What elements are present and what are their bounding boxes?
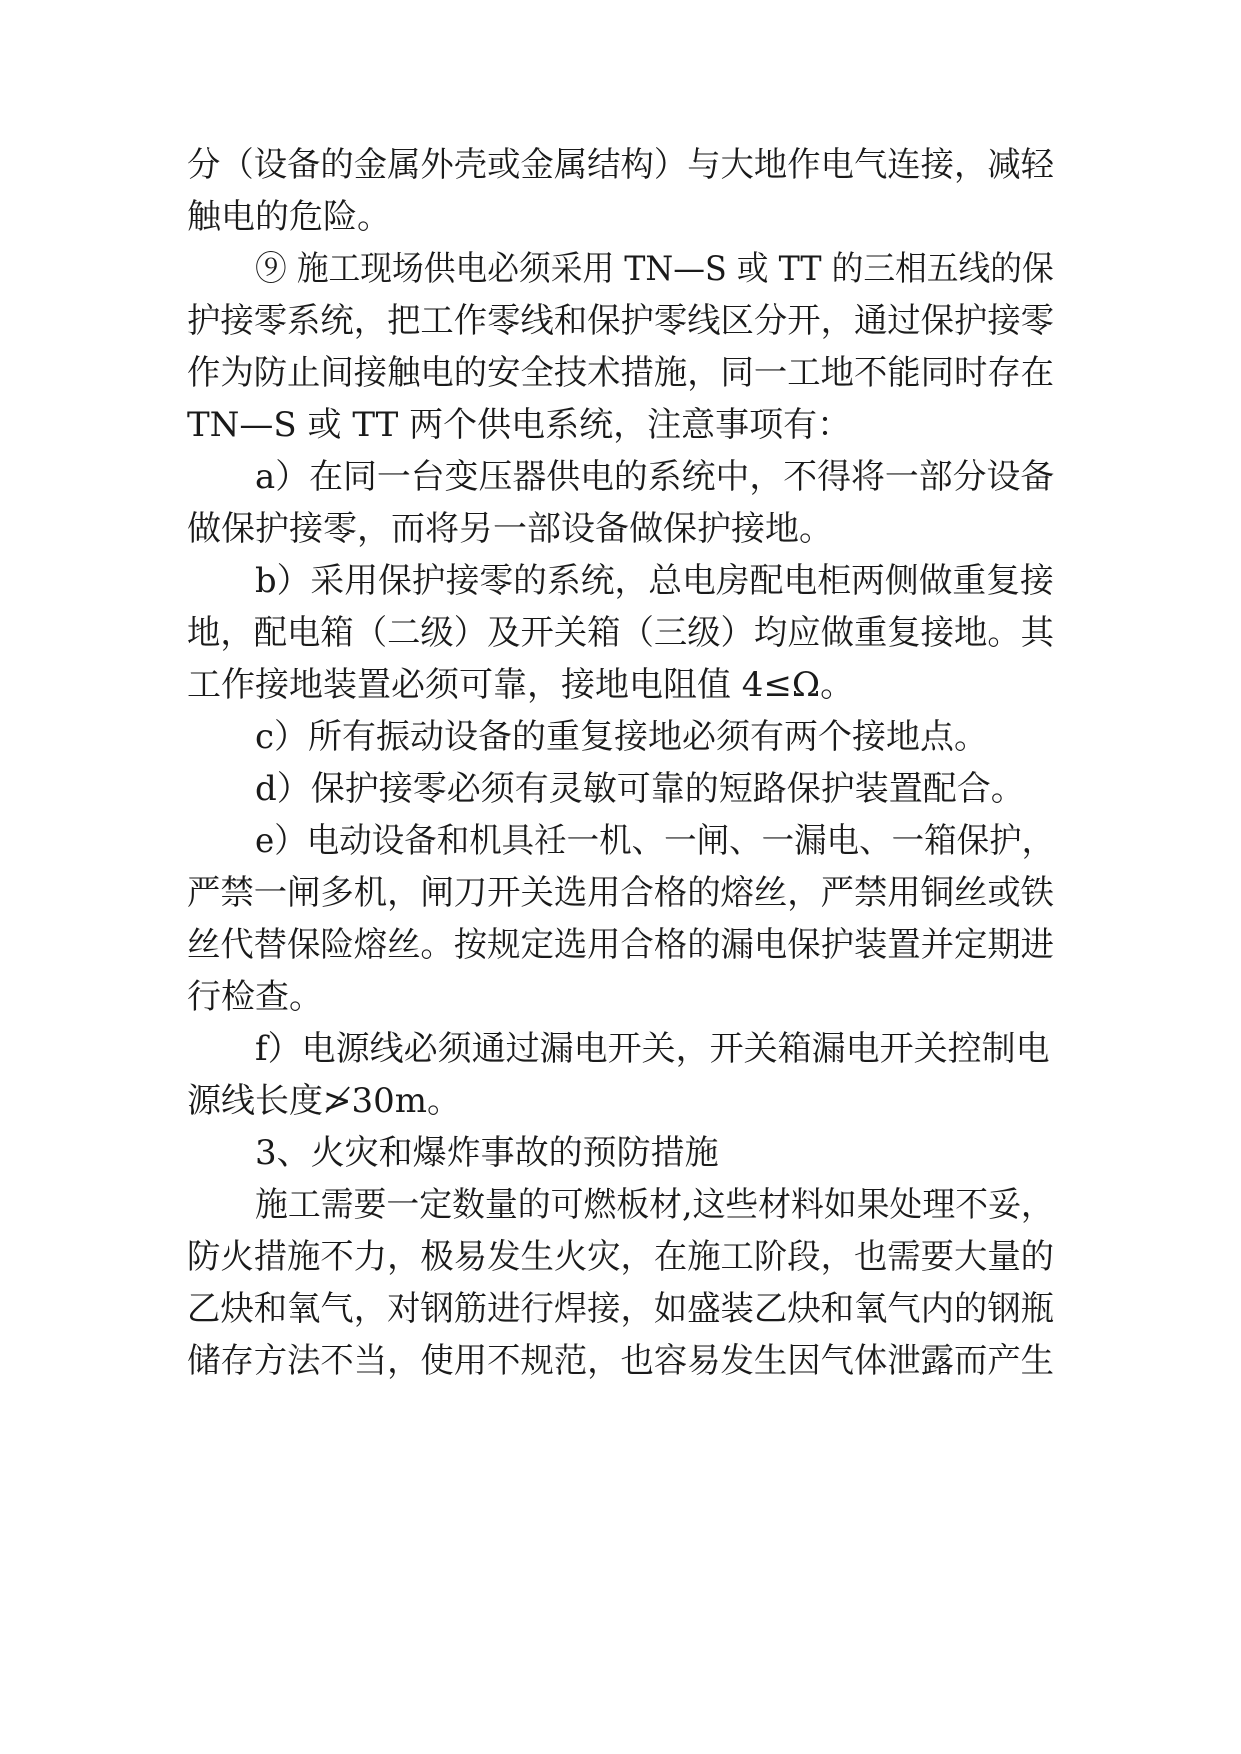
text-line: 触电的危险。 <box>187 197 391 237</box>
text-line: 储存方法不当，使用不规范，也容易发生因气体泄露而产生 <box>187 1341 1055 1381</box>
text-line: 行检查。 <box>187 977 323 1017</box>
text-line: 乙炔和氧气，对钢筋进行焊接，如盛装乙炔和氧气内的钢瓶 <box>187 1289 1055 1329</box>
list-item-d-line: d）保护接零必须有灵敏可靠的短路保护装置配合。 <box>255 769 1025 809</box>
list-item-b-line: b）采用保护接零的系统，总电房配电柜两侧做重复接 <box>255 561 1054 601</box>
text-line: 严禁一闸多机，闸刀开关选用合格的熔丝，严禁用铜丝或铁 <box>187 873 1055 913</box>
text-line: 源线长度≯30m。 <box>187 1081 461 1121</box>
section-heading: 3、火灾和爆炸事故的预防措施 <box>255 1133 719 1173</box>
text-line: 丝代替保险熔丝。按规定选用合格的漏电保护装置并定期进 <box>187 925 1055 965</box>
list-item-a-line: a）在同一台变压器供电的系统中，不得将一部分设备 <box>255 457 1055 497</box>
list-item-e-line: e）电动设备和机具祍一机、一闸、一漏电、一箱保护， <box>255 821 1055 861</box>
text-line: 作为防止间接触电的安全技术措施，同一工地不能同时存在 <box>187 353 1055 393</box>
text-line: 防火措施不力，极易发生火灾，在施工阶段，也需要大量的 <box>187 1237 1055 1277</box>
text-line: 护接零系统，把工作零线和保护零线区分开，通过保护接零 <box>187 301 1055 341</box>
paragraph-start-line: ⑨ 施工现场供电必须采用 TN—S 或 TT 的三相五线的保 <box>255 249 1054 289</box>
text-line: 做保护接零，而将另一部设备做保护接地。 <box>187 509 833 549</box>
text-line: 分（设备的金属外壳或金属结构）与大地作电气连接，减轻 <box>187 145 1055 185</box>
paragraph-start-line: 施工需要一定数量的可燃板材,这些材料如果处理不妥， <box>255 1185 1054 1225</box>
text-line: 工作接地装置必须可靠，接地电阻值 4≤Ω。 <box>187 665 855 705</box>
list-item-c-line: c）所有振动设备的重复接地必须有两个接地点。 <box>255 717 989 757</box>
list-item-f-line: f）电源线必须通过漏电开关，开关箱漏电开关控制电 <box>255 1029 1050 1069</box>
text-line: 地，配电箱（二级）及开关箱（三级）均应做重复接地。其 <box>187 613 1055 653</box>
text-line: TN—S 或 TT 两个供电系统，注意事项有： <box>187 405 852 445</box>
